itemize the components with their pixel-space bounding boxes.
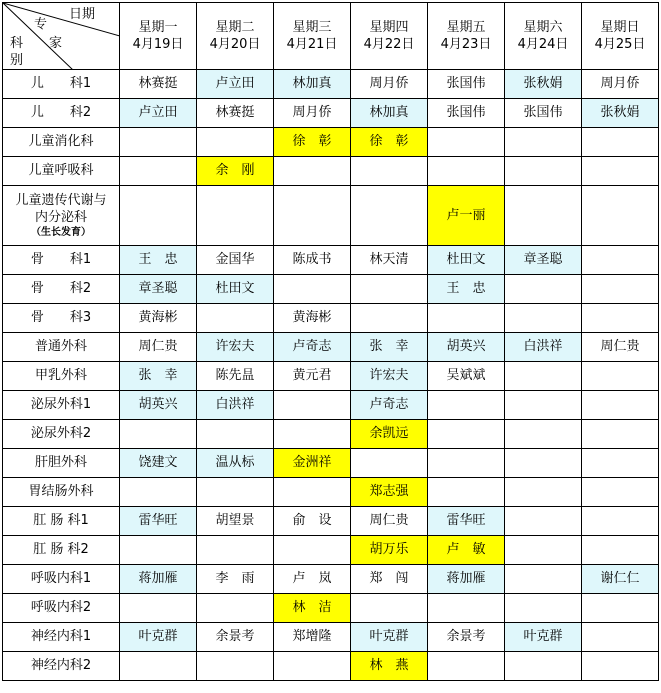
department-label: 骨 科2 <box>30 281 92 296</box>
doctor-cell <box>120 507 197 536</box>
department-cell <box>3 623 120 652</box>
doctor-cell <box>351 536 428 565</box>
doctor-cell <box>582 507 659 536</box>
doctor-cell <box>505 391 582 420</box>
department-label: 呼吸内科2 <box>30 600 92 615</box>
doctor-cell <box>428 157 505 186</box>
doctor-cell <box>505 333 582 362</box>
doctor-cell <box>505 623 582 652</box>
doctor-cell <box>197 70 274 99</box>
doctor-cell <box>197 391 274 420</box>
doctor-cell <box>351 128 428 157</box>
department-sublabel: （生长发育） <box>31 226 91 238</box>
doctor-cell <box>428 186 505 246</box>
department-cell <box>3 565 120 594</box>
doctor-name: 周月侨 <box>292 105 332 120</box>
doctor-cell <box>120 449 197 478</box>
header-row <box>3 3 659 70</box>
department-label: 骨 科3 <box>30 310 92 325</box>
doctor-cell <box>428 391 505 420</box>
doctor-name: 白洪祥 <box>215 397 255 412</box>
doctor-name: 饶建文 <box>138 455 178 470</box>
doctor-cell <box>351 565 428 594</box>
doctor-name: 郑志强 <box>369 484 409 499</box>
doctor-name: 林赛挺 <box>215 105 255 120</box>
table-row <box>3 362 659 391</box>
department-label: 普通外科 <box>34 339 87 354</box>
doctor-name: 王 忠 <box>138 252 178 267</box>
schedule-body <box>3 70 659 681</box>
doctor-name: 张国伟 <box>523 105 563 120</box>
doctor-name: 卢立田 <box>215 76 255 91</box>
department-cell <box>3 99 120 128</box>
department-label: 骨 科1 <box>30 252 92 267</box>
day-header-5: 星期六 4月24日 <box>505 3 582 70</box>
department-cell <box>3 70 120 99</box>
doctor-cell <box>505 70 582 99</box>
department-cell <box>3 333 120 362</box>
doctor-name: 章圣聪 <box>523 252 563 267</box>
doctor-name: 金洲祥 <box>292 455 332 470</box>
doctor-cell <box>582 449 659 478</box>
doctor-name: 张国伟 <box>446 105 486 120</box>
doctor-cell <box>274 536 351 565</box>
doctor-name: 谢仁仁 <box>600 571 640 586</box>
doctor-cell <box>197 536 274 565</box>
doctor-cell <box>120 186 197 246</box>
doctor-name: 杜田文 <box>446 252 486 267</box>
corner-dept-label-2: 别 <box>10 53 24 68</box>
doctor-cell <box>274 157 351 186</box>
doctor-name: 张秋娟 <box>523 76 563 91</box>
table-row <box>3 449 659 478</box>
doctor-cell <box>505 186 582 246</box>
doctor-cell <box>351 186 428 246</box>
doctor-cell <box>197 275 274 304</box>
doctor-cell <box>428 449 505 478</box>
department-cell <box>3 186 120 246</box>
doctor-cell <box>120 333 197 362</box>
doctor-cell <box>274 362 351 391</box>
department-label: 儿 科1 <box>30 76 92 91</box>
doctor-cell <box>582 304 659 333</box>
doctor-cell <box>428 304 505 333</box>
doctor-cell <box>274 565 351 594</box>
doctor-cell <box>582 362 659 391</box>
department-cell <box>3 594 120 623</box>
doctor-name: 卢 岚 <box>292 571 332 586</box>
doctor-cell <box>120 652 197 681</box>
corner-expert-label-1: 专 <box>34 17 48 32</box>
doctor-name: 林天清 <box>369 252 409 267</box>
doctor-cell <box>197 623 274 652</box>
doctor-name: 张 幸 <box>138 368 178 383</box>
doctor-cell <box>351 246 428 275</box>
doctor-cell <box>120 246 197 275</box>
doctor-cell <box>505 652 582 681</box>
doctor-cell <box>197 594 274 623</box>
department-cell <box>3 246 120 275</box>
doctor-cell <box>351 304 428 333</box>
doctor-name: 张 幸 <box>369 339 409 354</box>
department-cell <box>3 157 120 186</box>
doctor-cell <box>120 157 197 186</box>
table-row <box>3 70 659 99</box>
doctor-cell <box>428 99 505 128</box>
doctor-name: 郑 闯 <box>369 571 409 586</box>
doctor-cell <box>120 99 197 128</box>
department-cell <box>3 478 120 507</box>
doctor-name: 卢立田 <box>138 105 178 120</box>
table-row <box>3 304 659 333</box>
doctor-name: 周仁贵 <box>369 513 409 528</box>
doctor-name: 张秋娟 <box>600 105 640 120</box>
department-label: 神经内科2 <box>30 658 92 673</box>
doctor-name: 卢奇志 <box>292 339 332 354</box>
doctor-name: 陈先昷 <box>215 368 255 383</box>
department-label: 泌尿外科2 <box>30 426 92 441</box>
doctor-name: 周月侨 <box>600 76 640 91</box>
doctor-cell <box>120 275 197 304</box>
doctor-name: 许宏夫 <box>215 339 255 354</box>
doctor-name: 余 刚 <box>215 163 255 178</box>
doctor-cell <box>274 70 351 99</box>
doctor-cell <box>197 128 274 157</box>
department-cell <box>3 275 120 304</box>
doctor-name: 王 忠 <box>446 281 486 296</box>
doctor-name: 周月侨 <box>369 76 409 91</box>
department-label: 呼吸内科1 <box>30 571 92 586</box>
table-row <box>3 623 659 652</box>
doctor-cell <box>274 623 351 652</box>
doctor-cell <box>351 99 428 128</box>
table-row <box>3 333 659 362</box>
doctor-cell <box>351 70 428 99</box>
department-cell <box>3 652 120 681</box>
doctor-cell <box>120 128 197 157</box>
doctor-cell <box>582 333 659 362</box>
doctor-name: 卢 敏 <box>446 542 486 557</box>
doctor-name: 黄元君 <box>292 368 332 383</box>
department-label: 胃结肠外科 <box>28 484 94 499</box>
doctor-cell <box>197 420 274 449</box>
doctor-name: 吴斌斌 <box>446 368 486 383</box>
doctor-cell <box>428 275 505 304</box>
doctor-name: 雷华旺 <box>138 513 178 528</box>
table-row <box>3 536 659 565</box>
doctor-name: 叶克群 <box>138 629 178 644</box>
doctor-cell <box>428 362 505 391</box>
doctor-cell <box>428 246 505 275</box>
doctor-name: 胡万乐 <box>369 542 409 557</box>
doctor-cell <box>274 275 351 304</box>
doctor-name: 温从标 <box>215 455 255 470</box>
doctor-cell <box>197 449 274 478</box>
doctor-name: 李 雨 <box>215 571 255 586</box>
doctor-cell <box>197 157 274 186</box>
doctor-cell <box>274 99 351 128</box>
department-cell <box>3 362 120 391</box>
doctor-cell <box>428 128 505 157</box>
department-label: 肛 肠 科2 <box>33 542 89 557</box>
doctor-cell <box>351 594 428 623</box>
doctor-name: 蒋加雁 <box>138 571 178 586</box>
doctor-cell <box>428 623 505 652</box>
doctor-cell <box>505 507 582 536</box>
department-label-line: 儿童遗传代谢与 <box>15 192 107 208</box>
department-label: 甲乳外科 <box>34 368 87 383</box>
schedule-table-wrapper <box>2 2 659 681</box>
doctor-cell <box>505 478 582 507</box>
doctor-cell <box>428 536 505 565</box>
corner-dept-label-1: 科 <box>10 36 24 51</box>
doctor-cell <box>582 652 659 681</box>
doctor-name: 林 燕 <box>369 658 409 673</box>
doctor-cell <box>582 536 659 565</box>
doctor-name: 林 洁 <box>292 600 332 615</box>
table-row <box>3 275 659 304</box>
table-row <box>3 594 659 623</box>
doctor-cell <box>197 478 274 507</box>
doctor-cell <box>505 449 582 478</box>
doctor-name: 白洪祥 <box>523 339 563 354</box>
doctor-cell <box>197 99 274 128</box>
doctor-cell <box>428 652 505 681</box>
doctor-name: 徐 彰 <box>292 134 332 149</box>
doctor-cell <box>582 246 659 275</box>
doctor-cell <box>428 594 505 623</box>
doctor-cell <box>120 594 197 623</box>
doctor-cell <box>428 70 505 99</box>
doctor-cell <box>582 186 659 246</box>
doctor-cell <box>505 304 582 333</box>
doctor-cell <box>351 157 428 186</box>
department-label: 儿 科2 <box>30 105 92 120</box>
doctor-name: 陈成书 <box>292 252 332 267</box>
doctor-cell <box>505 362 582 391</box>
doctor-name: 胡英兴 <box>138 397 178 412</box>
doctor-cell <box>351 420 428 449</box>
doctor-cell <box>120 478 197 507</box>
doctor-cell <box>197 507 274 536</box>
doctor-cell <box>120 565 197 594</box>
doctor-cell <box>582 128 659 157</box>
doctor-cell <box>197 362 274 391</box>
table-row <box>3 186 659 246</box>
doctor-cell <box>582 99 659 128</box>
doctor-cell <box>351 333 428 362</box>
doctor-cell <box>505 420 582 449</box>
day-header-6: 星期日 4月25日 <box>582 3 659 70</box>
doctor-name: 周仁贵 <box>600 339 640 354</box>
doctor-cell <box>274 507 351 536</box>
doctor-cell <box>428 420 505 449</box>
doctor-cell <box>351 275 428 304</box>
day-header-3: 星期四 4月22日 <box>351 3 428 70</box>
doctor-name: 林加真 <box>292 76 332 91</box>
doctor-cell <box>274 449 351 478</box>
doctor-name: 叶克群 <box>369 629 409 644</box>
doctor-cell <box>120 536 197 565</box>
doctor-name: 卢一丽 <box>446 207 486 223</box>
doctor-cell <box>197 333 274 362</box>
day-header-0: 星期一 4月19日 <box>120 3 197 70</box>
doctor-cell <box>120 391 197 420</box>
doctor-cell <box>505 157 582 186</box>
doctor-name: 徐 彰 <box>369 134 409 149</box>
doctor-cell <box>505 128 582 157</box>
doctor-name: 余凯远 <box>369 426 409 441</box>
doctor-cell <box>274 246 351 275</box>
doctor-name: 卢奇志 <box>369 397 409 412</box>
doctor-cell <box>120 70 197 99</box>
corner-date-label: 日期 <box>69 7 96 22</box>
doctor-cell <box>197 246 274 275</box>
doctor-cell <box>505 99 582 128</box>
doctor-cell <box>120 362 197 391</box>
table-row <box>3 507 659 536</box>
department-label: 儿童呼吸科 <box>28 163 94 178</box>
doctor-name: 张国伟 <box>446 76 486 91</box>
doctor-cell <box>505 536 582 565</box>
doctor-name: 叶克群 <box>523 629 563 644</box>
doctor-cell <box>274 128 351 157</box>
corner-header-cell <box>3 3 120 70</box>
day-header-4: 星期五 4月23日 <box>428 3 505 70</box>
doctor-name: 胡英兴 <box>446 339 486 354</box>
table-row <box>3 246 659 275</box>
table-row <box>3 565 659 594</box>
doctor-cell <box>505 565 582 594</box>
doctor-name: 黄海彬 <box>138 310 178 325</box>
doctor-cell <box>274 478 351 507</box>
table-row <box>3 478 659 507</box>
doctor-cell <box>351 478 428 507</box>
expert-schedule-table <box>2 2 659 681</box>
doctor-name: 杜田文 <box>215 281 255 296</box>
doctor-cell <box>120 420 197 449</box>
table-row <box>3 391 659 420</box>
doctor-name: 余景考 <box>215 629 255 644</box>
doctor-name: 郑增隆 <box>292 629 332 644</box>
doctor-cell <box>274 333 351 362</box>
doctor-cell <box>582 157 659 186</box>
doctor-name: 周仁贵 <box>138 339 178 354</box>
doctor-cell <box>120 623 197 652</box>
table-row <box>3 99 659 128</box>
doctor-cell <box>197 565 274 594</box>
doctor-cell <box>428 507 505 536</box>
doctor-cell <box>197 304 274 333</box>
department-label: 儿童消化科 <box>28 134 94 149</box>
doctor-cell <box>351 652 428 681</box>
doctor-cell <box>505 246 582 275</box>
department-label: 肝胆外科 <box>34 455 87 470</box>
doctor-cell <box>274 304 351 333</box>
doctor-cell <box>274 391 351 420</box>
doctor-name: 章圣聪 <box>138 281 178 296</box>
doctor-cell <box>197 652 274 681</box>
doctor-cell <box>582 565 659 594</box>
department-cell <box>3 304 120 333</box>
doctor-name: 林赛挺 <box>138 76 178 91</box>
doctor-name: 蒋加雁 <box>446 571 486 586</box>
department-cell <box>3 420 120 449</box>
doctor-name: 黄海彬 <box>292 310 332 325</box>
doctor-name: 林加真 <box>369 105 409 120</box>
table-row <box>3 128 659 157</box>
doctor-cell <box>428 565 505 594</box>
table-row <box>3 420 659 449</box>
doctor-cell <box>274 186 351 246</box>
table-row <box>3 157 659 186</box>
doctor-cell <box>582 420 659 449</box>
department-label: 神经内科1 <box>30 629 92 644</box>
doctor-cell <box>197 186 274 246</box>
doctor-cell <box>582 391 659 420</box>
department-cell <box>3 391 120 420</box>
department-cell <box>3 449 120 478</box>
department-cell <box>3 507 120 536</box>
doctor-name: 金国华 <box>215 252 255 267</box>
doctor-cell <box>505 594 582 623</box>
doctor-cell <box>274 420 351 449</box>
department-cell <box>3 536 120 565</box>
department-cell <box>3 128 120 157</box>
doctor-cell <box>582 594 659 623</box>
doctor-cell <box>351 362 428 391</box>
doctor-cell <box>582 623 659 652</box>
doctor-name: 许宏夫 <box>369 368 409 383</box>
doctor-cell <box>428 333 505 362</box>
doctor-cell <box>505 275 582 304</box>
doctor-cell <box>351 507 428 536</box>
table-row <box>3 652 659 681</box>
day-header-1: 星期二 4月20日 <box>197 3 274 70</box>
doctor-cell <box>120 304 197 333</box>
doctor-cell <box>351 449 428 478</box>
department-label: 肛 肠 科1 <box>33 513 89 528</box>
day-header-2: 星期三 4月21日 <box>274 3 351 70</box>
doctor-cell <box>428 478 505 507</box>
doctor-name: 胡望景 <box>215 513 255 528</box>
doctor-cell <box>582 70 659 99</box>
department-label-line: 内分泌科 <box>34 209 87 225</box>
doctor-cell <box>582 275 659 304</box>
doctor-cell <box>274 594 351 623</box>
doctor-cell <box>351 391 428 420</box>
doctor-cell <box>274 652 351 681</box>
department-label: 泌尿外科1 <box>30 397 92 412</box>
doctor-name: 俞 设 <box>292 513 332 528</box>
corner-expert-label-2: 家 <box>49 36 63 51</box>
doctor-name: 余景考 <box>446 629 486 644</box>
doctor-cell <box>351 623 428 652</box>
doctor-name: 雷华旺 <box>446 513 486 528</box>
doctor-cell <box>582 478 659 507</box>
